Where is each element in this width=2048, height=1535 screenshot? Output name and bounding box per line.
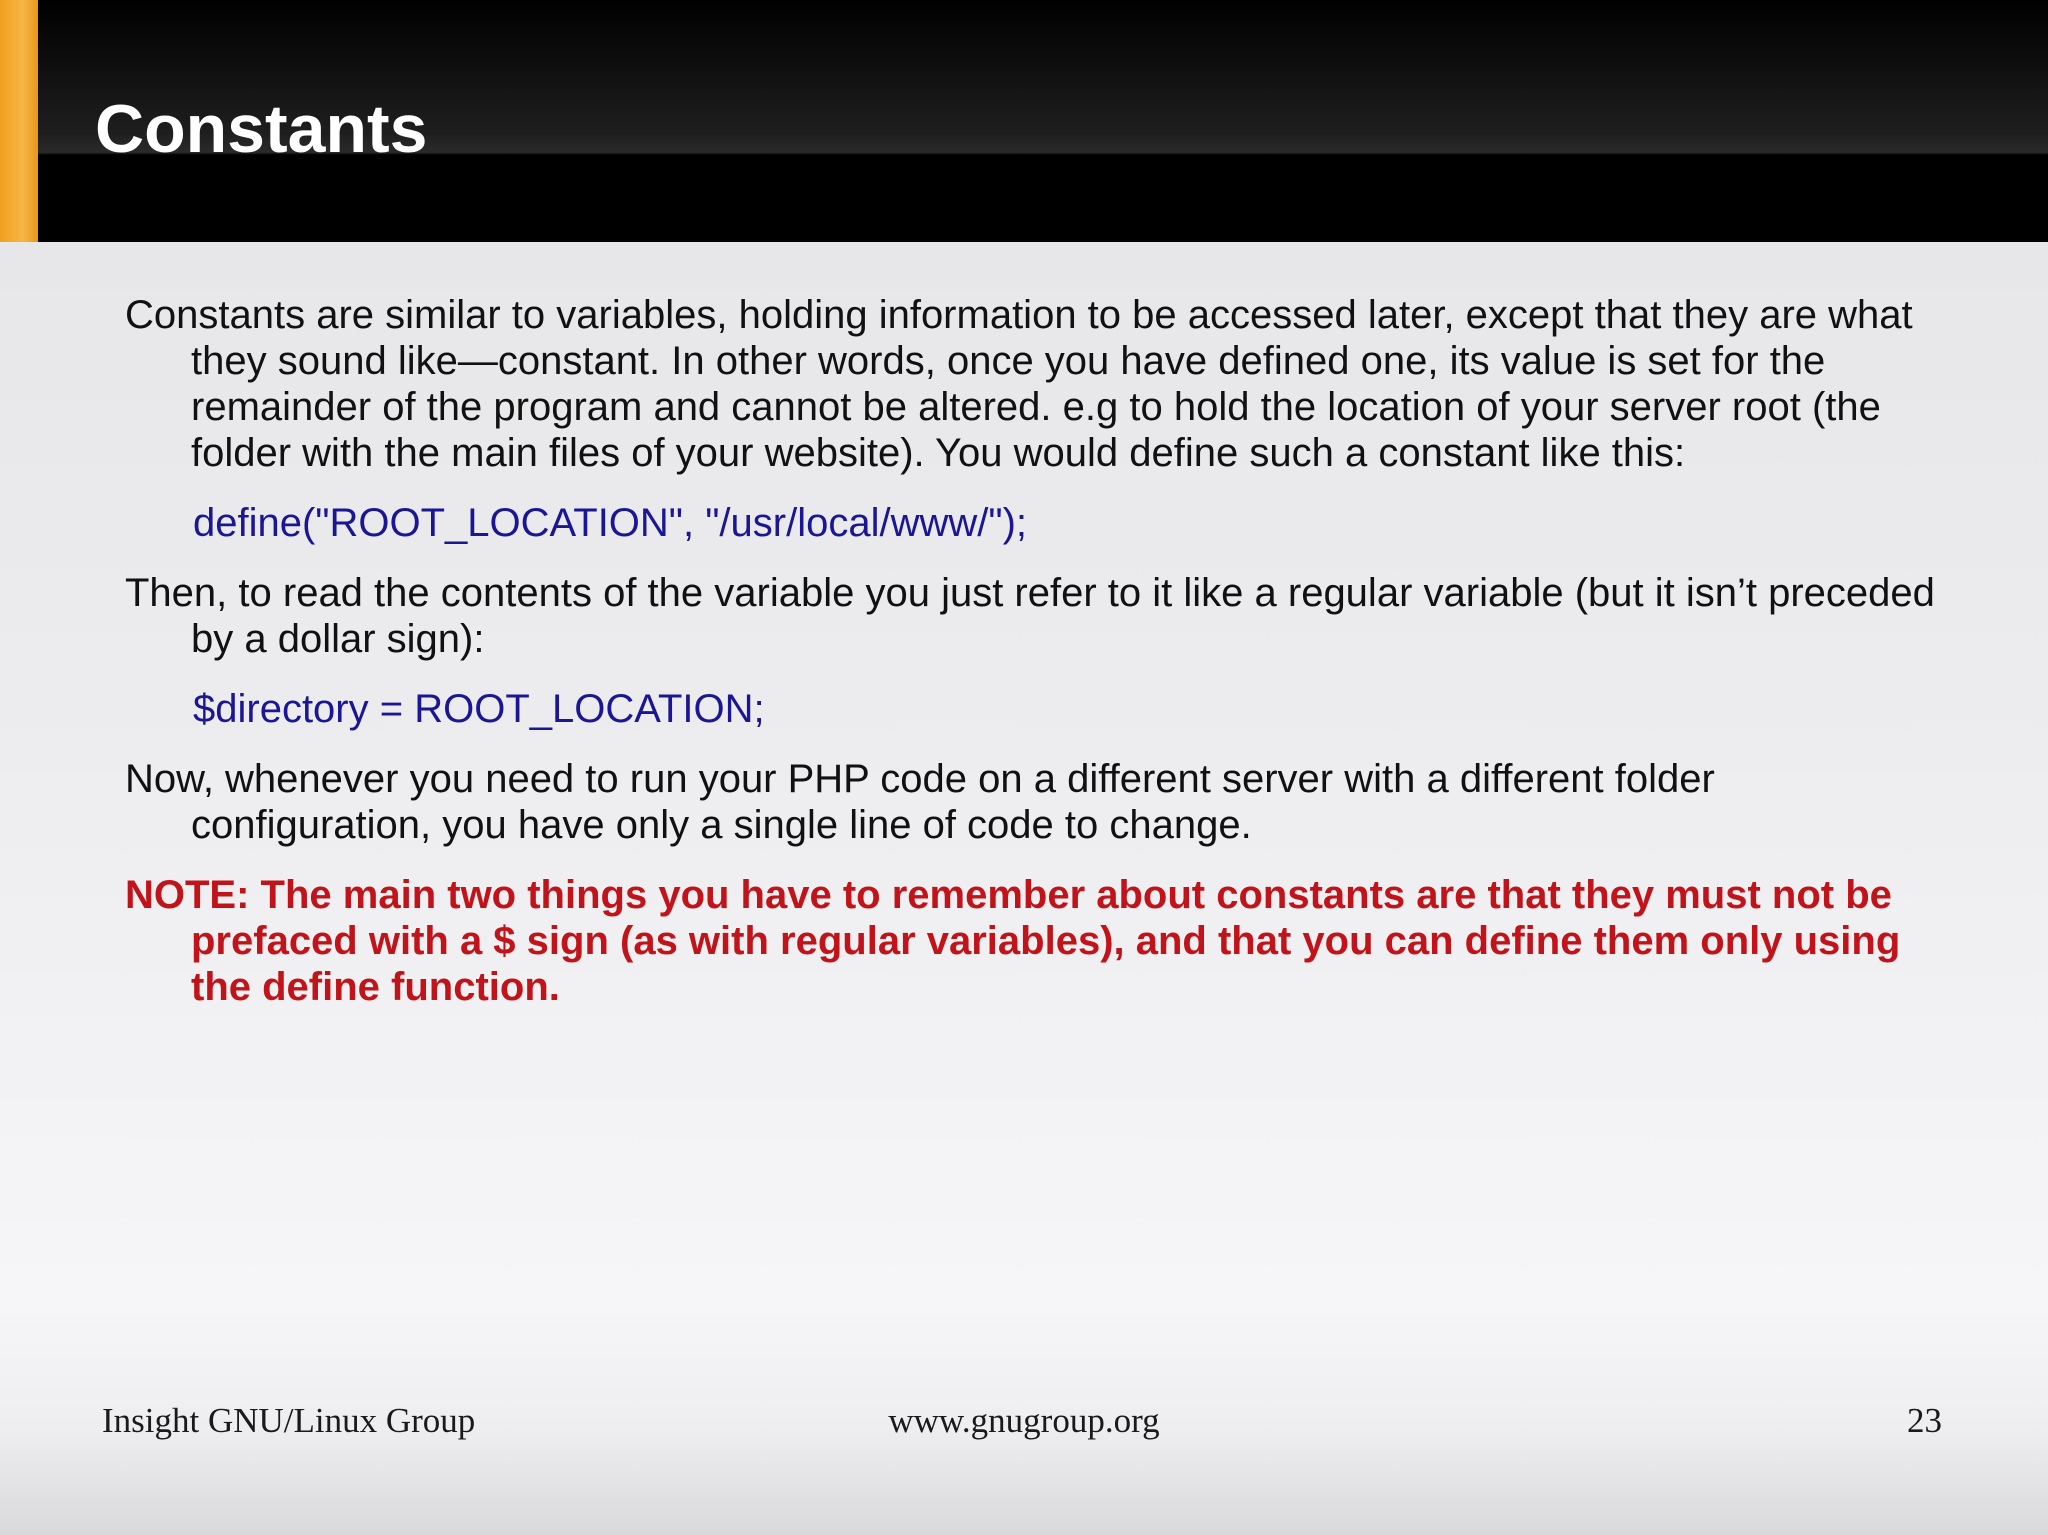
note-paragraph: NOTE: The main two things you have to remember about constants are that they must not be prefaced with a $ sign (as with regular variables), and that you can define them only using the define function. bbox=[125, 873, 1901, 1009]
slide-body bbox=[125, 292, 1955, 1010]
define-code-line: define("ROOT_LOCATION", "/usr/local/www/"); bbox=[193, 501, 1028, 545]
read-code-line: $directory = ROOT_LOCATION; bbox=[193, 687, 765, 731]
slide-title: Constants bbox=[95, 91, 428, 167]
accent-strip bbox=[0, 0, 38, 242]
footer-page-number: 23 bbox=[1907, 1401, 1942, 1440]
intro-paragraph: Constants are similar to variables, holding information to be accessed later, except that they are what they sound like—constant. In other words, once you have defined one, its value is set for the remainder of the program and cannot be altered. e.g to hold the location of your server root (the folder with the main files of your website). You would define such a constant like this: bbox=[125, 293, 1913, 475]
benefit-paragraph: Now, whenever you need to run your PHP code on a different server with a different folder configuration, you have only a single line of code to change. bbox=[125, 757, 1715, 847]
read-paragraph: Then, to read the contents of the variable you just refer to it like a regular variable (but it isn’t preceded by a dollar sign): bbox=[125, 571, 1935, 661]
footer-website: www.gnugroup.org bbox=[888, 1401, 1160, 1440]
footer-organization: Insight GNU/Linux Group bbox=[102, 1401, 476, 1440]
